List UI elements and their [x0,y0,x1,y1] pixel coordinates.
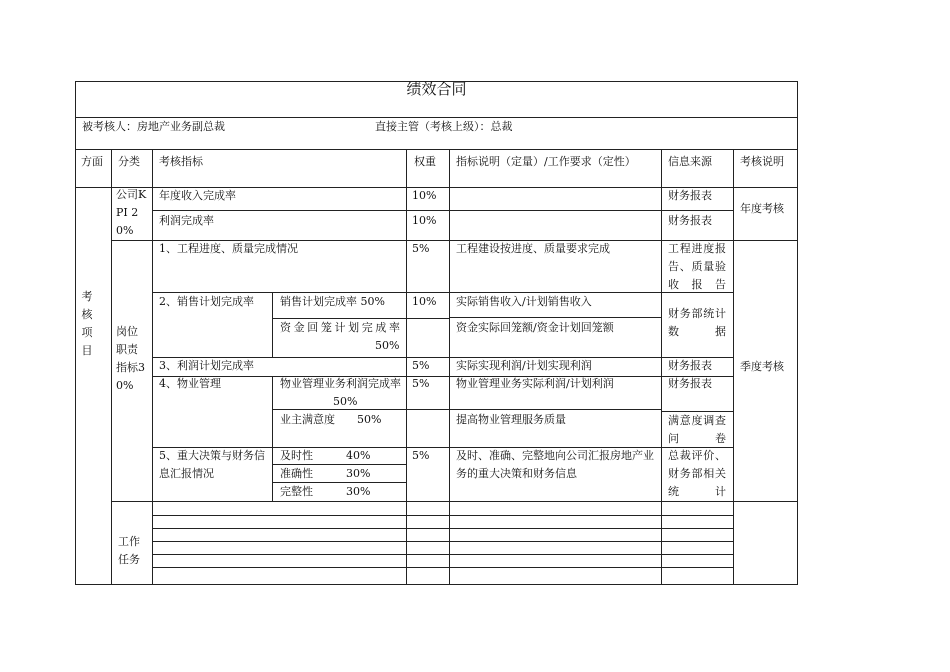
duty-source-1: 工程进度报告、质量验收报告 [668,242,726,291]
duty-sub-5-2: 准确性 30% [280,467,371,480]
duty-weight-5: 5% [412,449,430,462]
duty-weight-3: 5% [412,359,430,372]
header-note: 考核说明 [740,155,784,168]
duty-sub-2-2-text: 资金回笼计划完成率 [280,321,400,334]
duty-weight-1: 5% [412,242,430,255]
duty-source-2: 财务部统计数据 [668,307,726,338]
header-source: 信息来源 [668,155,712,168]
duty-sub-4-1-text: 物业管理业务利润完成率 [280,377,401,390]
duty-indicator-3: 3、利润计划完成率 [159,359,254,372]
duty-sub-2-1: 销售计划完成率 50% [280,295,385,308]
duty-description-4-2: 提高物业管理服务质量 [456,413,566,426]
header-indicator: 考核指标 [159,155,203,168]
kpi-source-1: 财务报表 [668,189,712,202]
work-task-category: 工作任务 [118,535,140,566]
duty-source-4-2: 满意度调查问卷 [668,414,726,445]
duty-weight-4: 5% [412,377,430,390]
kpi-indicator-1: 年度收入完成率 [159,189,236,202]
duty-description-1: 工程建设按进度、质量要求完成 [456,242,610,255]
duty-description-5: 及时、准确、完整地向公司汇报房地产业务的重大决策和财务信息 [456,449,654,480]
duty-source-5: 总裁评价、财务部相关统计 [668,449,726,498]
duty-sub-4-2: 业主满意度 50% [280,413,382,426]
supervisor-label: 直接主管（考核上级）：总裁 [375,120,513,133]
header-description: 指标说明（定量）/工作要求（定性） [456,155,636,168]
duty-sub-5-1: 及时性 40% [280,449,371,462]
document-title: 绩效合同 [406,80,467,98]
performance-contract-table [75,81,798,584]
duty-indicator-2: 2、销售计划完成率 [159,295,254,308]
aspect-label: 考核项目 [81,290,93,357]
duty-category: 岗位职责指标30% [116,325,145,392]
header-aspect: 方面 [81,155,103,168]
assessee-label: 被考核人：房地产业务副总裁 [82,120,225,133]
duty-source-4-1: 财务报表 [668,377,712,390]
duty-sub-2-2-percent: 50% [375,339,400,352]
duty-indicator-5: 5、重大决策与财务信息汇报情况 [159,449,265,480]
duty-description-3: 实际实现利润/计划实现利润 [456,359,592,372]
kpi-weight-2: 10% [412,214,437,227]
kpi-weight-1: 10% [412,189,437,202]
header-weight: 权重 [414,155,436,168]
duty-description-4-1: 物业管理业务实际利润/计划利润 [456,377,614,390]
kpi-category: 公司KPI 20% [116,188,147,237]
duty-description-2-2: 资金实际回笼额/资金计划回笼额 [456,321,614,334]
header-category: 分类 [118,155,140,168]
duty-indicator-1: 1、工程进度、质量完成情况 [159,242,298,255]
duty-indicator-4: 4、物业管理 [159,377,221,390]
kpi-source-2: 财务报表 [668,214,712,227]
duty-sub-5-3: 完整性 30% [280,485,371,498]
duty-note: 季度考核 [740,360,784,373]
duty-weight-2: 10% [412,295,437,308]
duty-description-2-1: 实际销售收入/计划销售收入 [456,295,592,308]
duty-sub-4-1-percent: 50% [333,395,358,408]
duty-source-3: 财务报表 [668,359,712,372]
kpi-indicator-2: 利润完成率 [159,214,214,227]
kpi-note: 年度考核 [740,202,784,215]
